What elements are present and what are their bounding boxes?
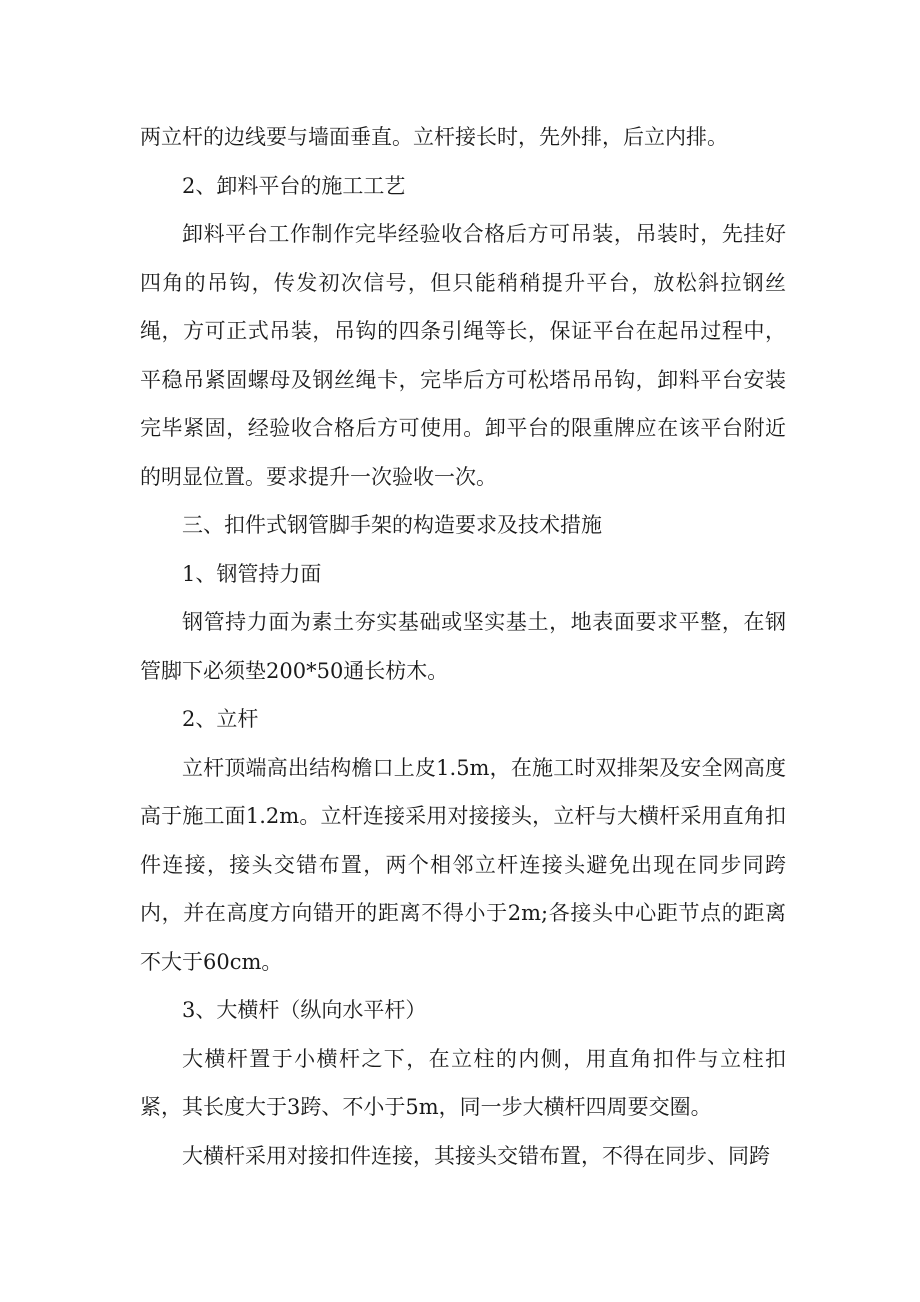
paragraph-unloading-platform: 卸料平台工作制作完毕经验收合格后方可吊装，吊装时，先挂好四角的吊钩，传发初次信号，但只能稍稍提升平台，放松斜拉钢丝绳，方可正式吊装，吊钩的四条引绳等长，保证平台在起吊过程中，平稳吊紧固螺母及钢丝绳卡，完毕后方可松塔吊吊钩，卸料平台安装完毕紧固，经验收合格后方可使用。卸平台的限重牌应在该平台附近的明显位置。要求提升一次验收一次。 (140, 222, 786, 489)
paragraph-ledger-placement: 大横杆置于小横杆之下，在立柱的内侧，用直角扣件与立柱扣紧，其长度大于3跨、不小于5m，同一步大横杆四周要交圈。 (140, 1046, 786, 1119)
heading-bearing-surface: 1、钢管持力面 (182, 561, 322, 586)
paragraph-ledger-connection: 大横杆采用对接扣件连接，其接头交错布置，不得在同步、同跨 (182, 1143, 770, 1168)
heading-unloading-platform: 2、卸料平台的施工工艺 (182, 173, 406, 198)
heading-ledger: 3、大横杆（纵向水平杆） (182, 998, 427, 1022)
document-body (140, 113, 786, 1180)
paragraph-continuation: 两立杆的边线要与墙面垂直。立杆接长时，先外排，后立内排。 (140, 125, 728, 149)
heading-section-three: 三、扣件式钢管脚手架的构造要求及技术措施 (182, 513, 602, 537)
paragraph-bearing-surface: 钢管持力面为素土夯实基础或坚实基土，地表面要求平整，在钢管脚下必须垫200*50通长枋木。 (140, 610, 786, 683)
heading-upright-pole: 2、立杆 (182, 707, 259, 731)
paragraph-upright-pole: 立杆顶端高出结构檐口上皮1.5m，在施工时双排架及安全网高度高于施工面1.2m。立杆连接采用对接接头，立杆与大横杆采用直角扣件连接，接头交错布置，两个相邻立杆连接头避免出现在同步同跨内，并在高度方向错开的距离不得小于2m;各接头中心距节点的距离不大于60cm。 (140, 755, 786, 974)
